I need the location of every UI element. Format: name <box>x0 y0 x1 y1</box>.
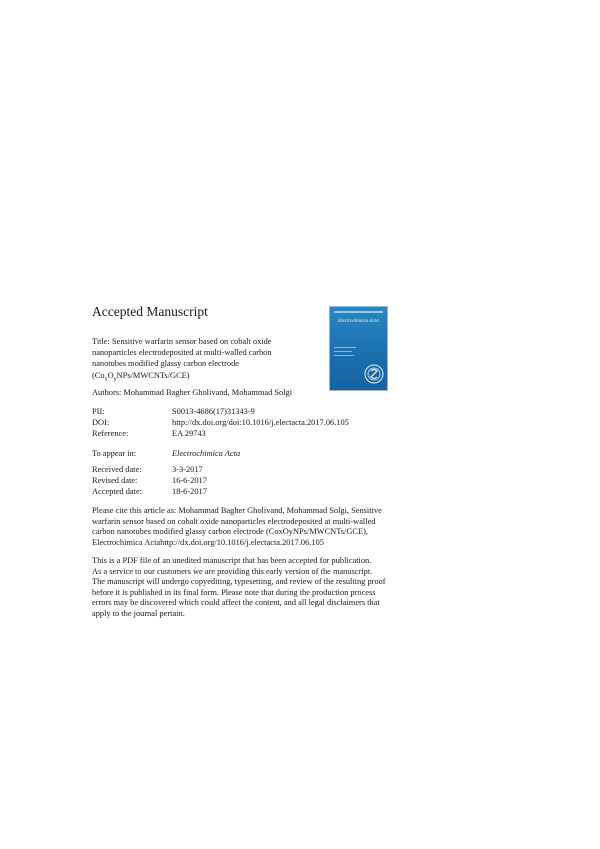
identifier-value: S0013-4686(17)31343-9 <box>172 407 255 416</box>
cover-text-line <box>334 355 354 356</box>
date-label: Received date: <box>92 465 142 474</box>
text-line: As a service to our customers we are providing this early version of the manuscript. <box>92 566 373 576</box>
title-formula: $(Co_xO_yNPs/MWCNTs/GCE)$ <box>92 370 190 383</box>
identifier-row <box>92 418 412 429</box>
journal-row <box>92 449 412 460</box>
text-line: errors may be discovered which could affect the content, and all legal disclaimers that <box>92 598 380 608</box>
date-label: Accepted date: <box>92 487 142 496</box>
text-line: carbon nanotubes modified glassy carbon electrode (CoxOyNPs/MWCNTs/GCE), <box>92 527 368 537</box>
disclaimer-paragraph <box>92 556 508 620</box>
journal-name: Electrochimica Acta <box>172 449 241 458</box>
date-value: 18-6-2017 <box>172 487 207 496</box>
manuscript-heading: Accepted Manuscript <box>92 304 208 319</box>
text-line: warfarin sensor based on cobalt oxide nanoparticles electrodeposited at multi-walled <box>92 516 376 526</box>
identifier-row <box>92 407 412 418</box>
cover-text-line <box>334 347 356 348</box>
date-row <box>92 476 412 487</box>
title-line: nanotubes modified glassy carbon electrode <box>92 359 239 369</box>
identifier-label: PII: <box>92 407 105 416</box>
journal-cover-thumbnail <box>329 306 388 391</box>
text-line: Electrochimica Actahttp://dx.doi.org/10.1016/j.electacta.2017.06.105 <box>92 537 324 547</box>
text-line: The manuscript will undergo copyediting, typesetting, and review of the resulting proof <box>92 577 386 587</box>
date-value: 16-6-2017 <box>172 476 207 485</box>
title-line: nanoparticles electrodeposited at multi-walled carbon <box>92 348 272 358</box>
identifier-row <box>92 429 412 440</box>
identifier-value: EA 29743 <box>172 429 206 438</box>
cover-banner <box>334 311 383 313</box>
authors: Authors: Mohammad Bagher Gholivand, Mohammad Solgi <box>92 388 293 397</box>
date-value: 3-3-2017 <box>172 465 203 474</box>
date-row <box>92 465 412 476</box>
text-line: Please cite this article as: Mohammad Bagher Gholivand, Mohammad Solgi, Sensitive <box>92 506 382 515</box>
cover-text-line <box>334 351 352 352</box>
text-line: before it is published in its final form. Please note that during the production process <box>92 587 376 597</box>
cover-journal-name: Electrochimica Acta <box>338 319 379 324</box>
article-title <box>92 336 307 385</box>
journal-label: To appear in: <box>92 449 137 458</box>
citation-paragraph <box>92 506 508 548</box>
title-line: Title: Sensitive warfarin sensor based on cobalt oxide <box>92 337 272 346</box>
identifier-value: http://dx.doi.org/doi:10.1016/j.electacta.2017.06.105 <box>172 418 349 427</box>
identifier-label: Reference: <box>92 429 129 438</box>
identifier-label: DOI: <box>92 418 110 427</box>
society-logo-icon <box>364 363 384 385</box>
text-line: This is a PDF file of an unedited manuscript that has been accepted for publication. <box>92 556 372 565</box>
date-label: Revised date: <box>92 476 138 485</box>
text-line: apply to the journal pertain. <box>92 608 185 618</box>
date-row <box>92 487 412 498</box>
